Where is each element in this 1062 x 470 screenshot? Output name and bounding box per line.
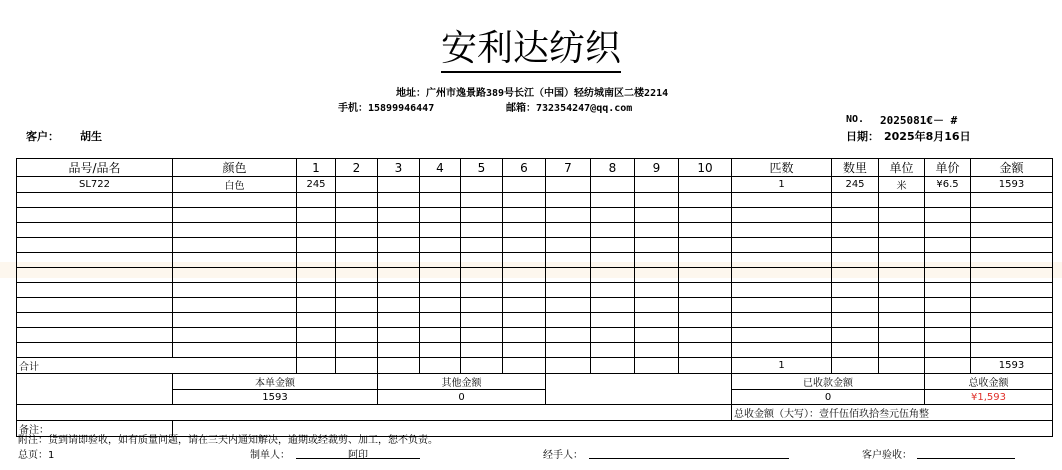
table-cell (679, 238, 732, 253)
table-cell (297, 313, 336, 328)
table-cell (635, 268, 679, 283)
table-row (17, 283, 1053, 298)
table-cell (503, 343, 546, 358)
table-cell (635, 283, 679, 298)
this-amount-label: 本单金额 (173, 374, 378, 390)
order-no: 2025081€－ # (880, 114, 958, 127)
table-cell (17, 223, 173, 238)
table-cell (879, 343, 925, 358)
summary-label-row (17, 374, 1053, 390)
date-label: 日期： (846, 130, 879, 143)
table-cell (591, 268, 635, 283)
table-cell (832, 298, 879, 313)
table-row (17, 193, 1053, 208)
table-cell (832, 343, 879, 358)
table-cell: ¥6.5 (925, 177, 971, 193)
table-cell (461, 313, 503, 328)
amount-upper: 总收金额（大写）：壹仟伍佰玖拾叁元伍角整 (732, 405, 1053, 421)
table-cell (297, 253, 336, 268)
table-row (17, 238, 1053, 253)
table-cell (461, 283, 503, 298)
table-cell (879, 253, 925, 268)
table-cell (17, 328, 173, 343)
total-label: 合计 (17, 358, 297, 374)
table-cell (679, 313, 732, 328)
table-cell (420, 313, 461, 328)
table-cell (173, 298, 297, 313)
table-cell (17, 208, 173, 223)
table-cell (879, 283, 925, 298)
header-cell: 10 (679, 159, 732, 177)
table-cell (635, 298, 679, 313)
table-cell (879, 223, 925, 238)
table-cell (679, 223, 732, 238)
company-email: 邮箱：732354247@qq.com (506, 103, 633, 114)
table-cell (679, 328, 732, 343)
table-cell (173, 238, 297, 253)
table-cell (336, 313, 378, 328)
table-cell (832, 223, 879, 238)
table-cell (461, 268, 503, 283)
table-cell (591, 177, 635, 193)
table-cell (461, 238, 503, 253)
company-phone: 手机：15899946447 (338, 103, 435, 114)
table-cell (173, 223, 297, 238)
table-cell (832, 268, 879, 283)
total-amount: 1593 (971, 358, 1053, 374)
table-cell (378, 193, 420, 208)
table-cell (336, 208, 378, 223)
summary-blank (17, 374, 173, 405)
table-cell (173, 253, 297, 268)
table-row (17, 328, 1053, 343)
table-cell (173, 343, 297, 358)
table-cell (378, 208, 420, 223)
table-cell (503, 193, 546, 208)
table-row (17, 298, 1053, 313)
table-cell (832, 238, 879, 253)
table-cell (378, 298, 420, 313)
table-cell (732, 253, 832, 268)
table-cell (732, 313, 832, 328)
table-cell (378, 253, 420, 268)
total-cell (336, 358, 378, 374)
table-cell (971, 328, 1053, 343)
table-cell (546, 268, 591, 283)
total-cell (832, 358, 879, 374)
table-cell (378, 328, 420, 343)
table-cell (925, 268, 971, 283)
total-cell (679, 358, 732, 374)
table-cell (925, 238, 971, 253)
table-cell (679, 283, 732, 298)
table-cell (591, 193, 635, 208)
table-cell (925, 328, 971, 343)
table-cell (420, 343, 461, 358)
table-cell (925, 313, 971, 328)
table-cell (635, 328, 679, 343)
table-row (17, 177, 1053, 193)
table-cell (971, 313, 1053, 328)
table-cell (879, 313, 925, 328)
table-cell (879, 208, 925, 223)
table-cell (420, 193, 461, 208)
table-cell (732, 238, 832, 253)
table-cell (591, 328, 635, 343)
table-cell (336, 193, 378, 208)
table-cell (461, 223, 503, 238)
table-cell (732, 343, 832, 358)
total-receivable-label: 总收金额 (925, 374, 1053, 390)
table-row (17, 253, 1053, 268)
table-cell (925, 283, 971, 298)
table-cell (173, 193, 297, 208)
table-cell (378, 283, 420, 298)
footer-note: 附注：货到请即验收，如有质量问题，请在三天内通知解决，逾期或经裁剪、加工，恕不负责。 (18, 435, 438, 446)
table-cell (732, 298, 832, 313)
header-cell: 匹数 (732, 159, 832, 177)
table-cell (336, 238, 378, 253)
table-cell (503, 298, 546, 313)
table-cell (420, 177, 461, 193)
table-cell: 1593 (971, 177, 1053, 193)
table-cell (546, 298, 591, 313)
table-cell (925, 253, 971, 268)
table-cell (971, 298, 1053, 313)
table-cell (879, 193, 925, 208)
table-cell (297, 208, 336, 223)
summary-blank (546, 374, 732, 405)
table-cell (635, 223, 679, 238)
table-cell (679, 343, 732, 358)
table-cell (461, 253, 503, 268)
total-cell (925, 358, 971, 374)
table-cell (420, 238, 461, 253)
total-cell (635, 358, 679, 374)
table-row (17, 223, 1053, 238)
header-row (17, 159, 1053, 177)
table-cell (503, 238, 546, 253)
remarks-label: 备注： (17, 421, 173, 437)
header-cell: 2 (336, 159, 378, 177)
total-cell (461, 358, 503, 374)
table-cell (879, 268, 925, 283)
table-cell (971, 238, 1053, 253)
amount-upper-blank (17, 405, 732, 421)
table-cell (971, 343, 1053, 358)
table-cell (17, 313, 173, 328)
customer-check-line (917, 446, 1015, 459)
header-cell: 7 (546, 159, 591, 177)
maker-name: 阿印 (296, 446, 420, 459)
table-cell (591, 298, 635, 313)
table-cell (17, 193, 173, 208)
header-cell: 4 (420, 159, 461, 177)
header-cell: 5 (461, 159, 503, 177)
table-cell (546, 193, 591, 208)
order-date: 2025年8月16日 (884, 130, 971, 143)
table-cell (732, 268, 832, 283)
table-cell (297, 268, 336, 283)
table-cell (461, 208, 503, 223)
header-cell: 单价 (925, 159, 971, 177)
order-no-label: NO. (846, 114, 865, 125)
header-cell: 9 (635, 159, 679, 177)
table-cell (832, 328, 879, 343)
table-cell (971, 223, 1053, 238)
company-address: 地址：广州市逸景路389号长江（中国）轻纺城南区二楼2214 (396, 88, 669, 99)
table-cell (635, 313, 679, 328)
table-cell (336, 298, 378, 313)
table-cell (173, 313, 297, 328)
total-cell (378, 358, 420, 374)
header-cell: 金额 (971, 159, 1053, 177)
table-cell (173, 283, 297, 298)
table-cell: 白色 (173, 177, 297, 193)
total-receivable: ¥1,593 (925, 390, 1053, 405)
header-cell: 单位 (879, 159, 925, 177)
table-cell (925, 193, 971, 208)
table-cell (503, 223, 546, 238)
table-cell (461, 193, 503, 208)
customer-name: 胡生 (80, 130, 102, 143)
page-count: 总页：1 (18, 450, 55, 461)
total-cell (591, 358, 635, 374)
table-cell (635, 238, 679, 253)
table-cell (971, 193, 1053, 208)
table-cell (297, 193, 336, 208)
table-cell (420, 328, 461, 343)
table-cell (503, 268, 546, 283)
handler-label: 经手人： (543, 450, 583, 461)
table-cell (420, 253, 461, 268)
table-cell (461, 298, 503, 313)
table-cell (679, 298, 732, 313)
table-cell (635, 343, 679, 358)
total-cell (297, 358, 336, 374)
table-cell (679, 253, 732, 268)
table-cell (591, 283, 635, 298)
table-cell (591, 343, 635, 358)
table-cell (925, 298, 971, 313)
table-cell (17, 268, 173, 283)
table-cell (925, 223, 971, 238)
table-cell (832, 208, 879, 223)
table-cell (732, 328, 832, 343)
table-cell (336, 223, 378, 238)
table-cell (17, 343, 173, 358)
table-cell (546, 328, 591, 343)
table-cell (679, 193, 732, 208)
table-cell (336, 268, 378, 283)
table-cell (336, 177, 378, 193)
table-row (17, 343, 1053, 358)
table-cell (420, 223, 461, 238)
maker-label: 制单人： (250, 450, 290, 461)
table-cell (378, 313, 420, 328)
table-cell (732, 208, 832, 223)
this-amount: 1593 (173, 390, 378, 405)
total-cell (420, 358, 461, 374)
table-cell (879, 328, 925, 343)
table-cell (832, 193, 879, 208)
table-cell (732, 193, 832, 208)
table-cell (336, 253, 378, 268)
table-cell (591, 223, 635, 238)
table-cell (378, 238, 420, 253)
table-cell (546, 223, 591, 238)
table-row (17, 313, 1053, 328)
table-cell (336, 328, 378, 343)
table-cell (378, 343, 420, 358)
table-cell (420, 298, 461, 313)
table-cell (546, 238, 591, 253)
header-cell: 1 (297, 159, 336, 177)
table-cell (546, 283, 591, 298)
table-cell (461, 328, 503, 343)
table-cell (832, 283, 879, 298)
header-cell: 颜色 (173, 159, 297, 177)
table-cell (546, 253, 591, 268)
total-cell (503, 358, 546, 374)
summary-value-row (17, 390, 1053, 405)
table-cell (732, 223, 832, 238)
table-cell (591, 253, 635, 268)
table-cell (336, 343, 378, 358)
table-cell (420, 208, 461, 223)
table-cell (297, 343, 336, 358)
table-cell (17, 298, 173, 313)
table-cell (679, 268, 732, 283)
table-cell (971, 268, 1053, 283)
table-cell (635, 177, 679, 193)
total-pieces: 1 (732, 358, 832, 374)
company-name: 安利达纺织 (0, 20, 1062, 71)
table-cell (635, 193, 679, 208)
table-cell (925, 208, 971, 223)
table-cell (546, 343, 591, 358)
table-cell (971, 253, 1053, 268)
table-cell (297, 223, 336, 238)
other-amount: 0 (378, 390, 546, 405)
table-cell (378, 177, 420, 193)
table-cell (503, 177, 546, 193)
table-cell (297, 328, 336, 343)
table-cell (732, 283, 832, 298)
table-cell (420, 283, 461, 298)
table-cell (420, 268, 461, 283)
table-cell (546, 208, 591, 223)
table-cell (503, 283, 546, 298)
table-cell (378, 268, 420, 283)
table-cell (503, 313, 546, 328)
table-cell: 1 (732, 177, 832, 193)
table-cell (173, 208, 297, 223)
table-cell (971, 283, 1053, 298)
table-cell (925, 343, 971, 358)
table-cell: 245 (832, 177, 879, 193)
table-cell (17, 283, 173, 298)
table-cell: 米 (879, 177, 925, 193)
customer-label: 客户： (26, 130, 59, 143)
table-cell (336, 283, 378, 298)
handler-name (589, 446, 789, 459)
table-cell: 245 (297, 177, 336, 193)
table-cell (591, 238, 635, 253)
received-amount: 0 (732, 390, 925, 405)
received-label: 已收款金额 (732, 374, 925, 390)
table-cell (832, 253, 879, 268)
header-cell: 6 (503, 159, 546, 177)
table-cell (679, 177, 732, 193)
table-cell (879, 238, 925, 253)
table-cell (17, 238, 173, 253)
total-row (17, 358, 1053, 374)
table-cell (546, 313, 591, 328)
table-cell (17, 253, 173, 268)
table-cell (879, 298, 925, 313)
table-cell (461, 177, 503, 193)
table-cell (546, 177, 591, 193)
table-cell (297, 238, 336, 253)
table-cell: SL722 (17, 177, 173, 193)
table-row (17, 268, 1053, 283)
table-cell (635, 208, 679, 223)
header-cell: 3 (378, 159, 420, 177)
customer-check-label: 客户验收： (862, 450, 912, 461)
total-cell (546, 358, 591, 374)
table-cell (378, 223, 420, 238)
amount-upper-row (17, 405, 1053, 421)
other-amount-label: 其他金额 (378, 374, 546, 390)
table-cell (635, 253, 679, 268)
table-cell (173, 328, 297, 343)
table-cell (503, 253, 546, 268)
total-cell (879, 358, 925, 374)
table-cell (503, 208, 546, 223)
header-cell: 数里 (832, 159, 879, 177)
table-cell (971, 208, 1053, 223)
table-row (17, 208, 1053, 223)
header-cell: 品号/品名 (17, 159, 173, 177)
table-cell (173, 268, 297, 283)
table-cell (591, 313, 635, 328)
table-cell (679, 208, 732, 223)
order-table (16, 158, 1053, 437)
table-cell (297, 298, 336, 313)
table-cell (461, 343, 503, 358)
header-cell: 8 (591, 159, 635, 177)
table-cell (591, 208, 635, 223)
table-cell (832, 313, 879, 328)
table-cell (503, 328, 546, 343)
table-cell (297, 283, 336, 298)
